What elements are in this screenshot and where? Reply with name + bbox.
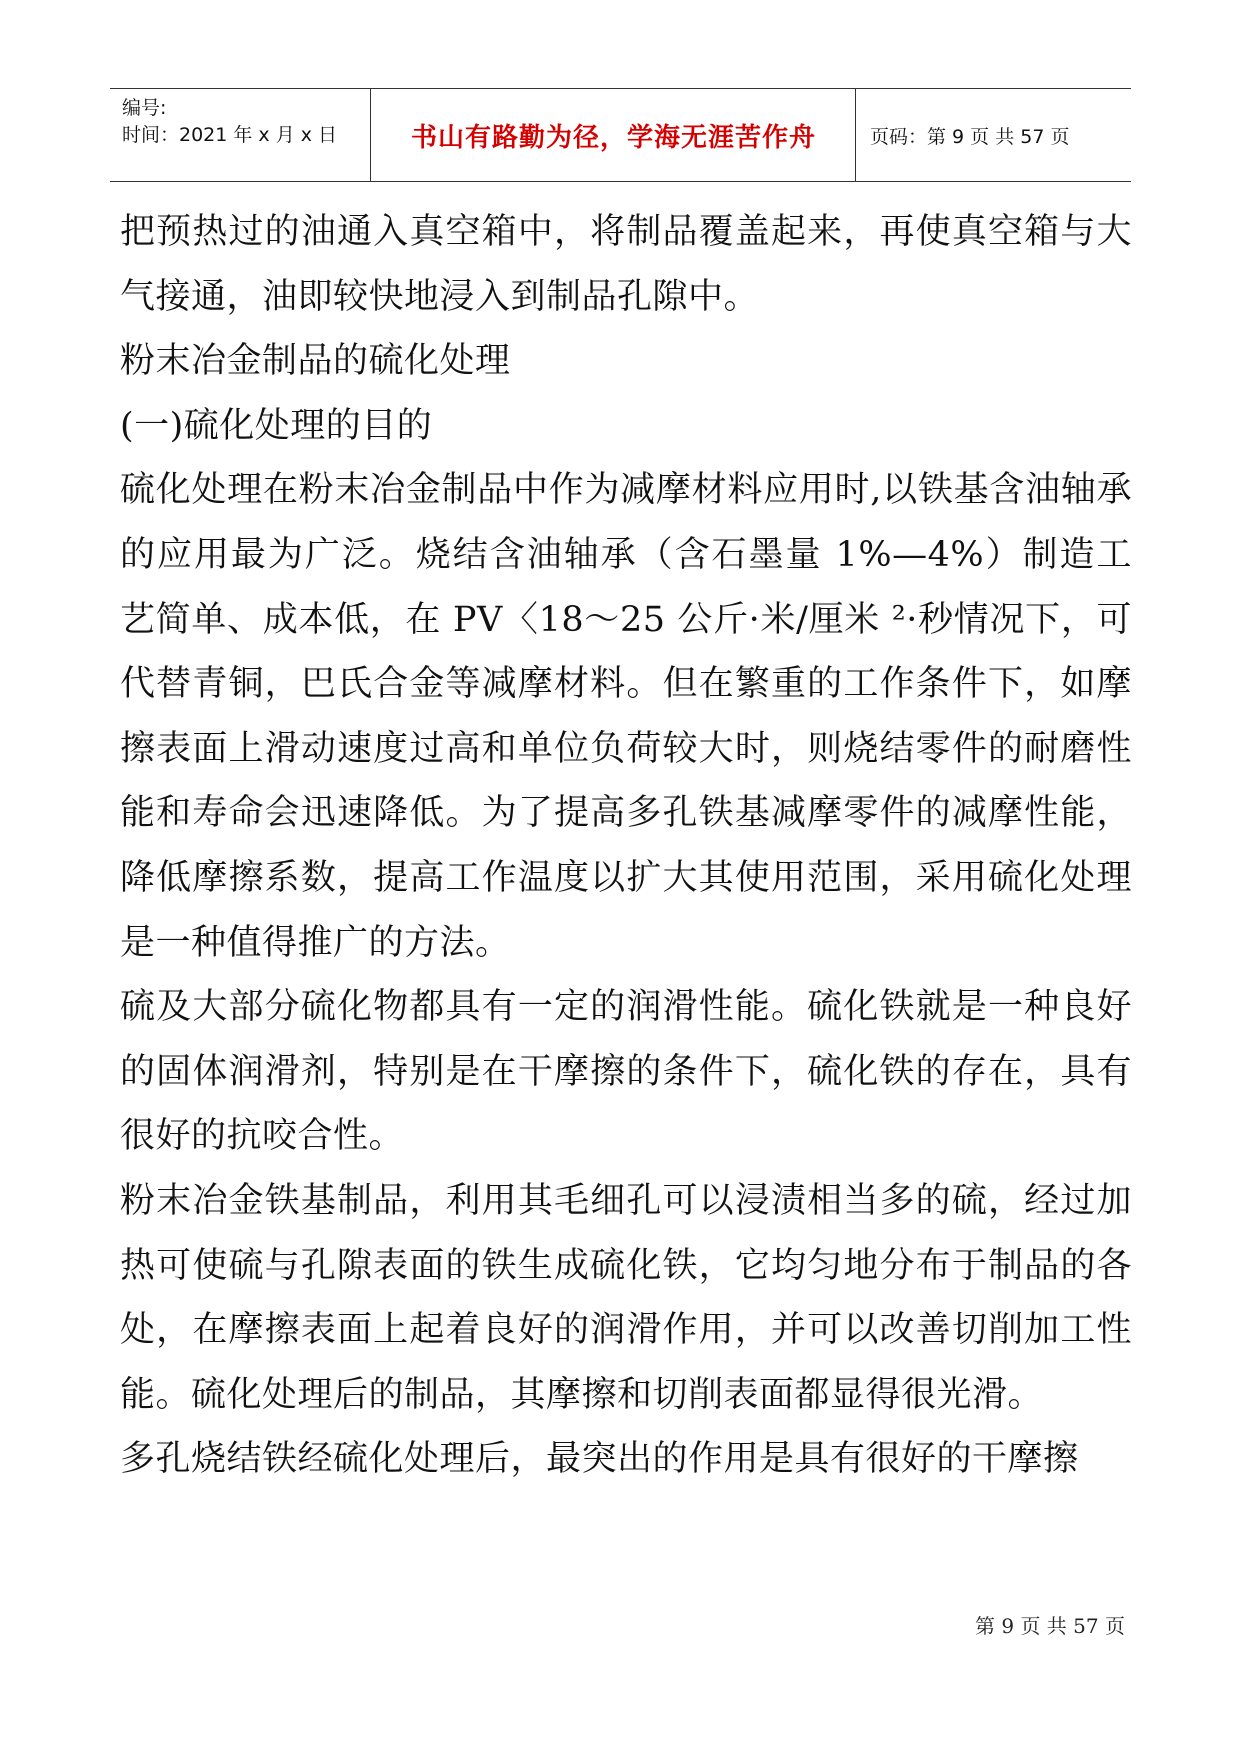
header-divider bbox=[370, 89, 371, 181]
header-number-label: 编号: bbox=[122, 97, 167, 119]
header-page-label: 页码：第 9 页 共 57 页 bbox=[870, 125, 1070, 148]
document-body bbox=[120, 200, 1132, 1492]
section-title: 粉末冶金制品的硫化处理 bbox=[120, 341, 511, 382]
header-motto: 书山有路勤为径，学海无涯苦作舟 bbox=[410, 122, 816, 153]
header-meta bbox=[122, 95, 337, 149]
paragraph: 硫及大部分硫化物都具有一定的润滑性能。硫化铁就是一种良好的固体润滑剂，特别是在干摩擦的条件下，硫化铁的存在，具有很好的抗咬合性。 bbox=[120, 987, 1132, 1157]
header-divider bbox=[855, 89, 856, 181]
subsection-title: (一)硫化处理的目的 bbox=[120, 405, 433, 446]
paragraph: 多孔烧结铁经硫化处理后，最突出的作用是具有很好的干摩擦 bbox=[120, 1439, 1079, 1480]
page-footer: 第 9 页 共 57 页 bbox=[975, 1614, 1125, 1638]
header-time-label: 时间：2021 年 x 月 x 日 bbox=[122, 124, 338, 146]
paragraph: 硫化处理在粉末冶金制品中作为减摩材料应用时,以铁基含油轴承的应用最为广泛。烧结含油轴承（含石墨量 1%—4%）制造工艺简单、成本低，在 PV〈18～25 公斤·米/厘米 ²·秒情况下，可代替青铜，巴氏合金等减摩材料。但在繁重的工作条件下，如摩擦表面上滑动速度过高和单位负荷较大时，则烧结零件的耐磨性能和寿命会迅速降低。为了提高多孔铁基减摩零件的减摩性能，降低摩擦系数，提高工作温度以扩大其使用范围，采用硫化处理是一种值得推广的方法。 bbox=[120, 470, 1132, 963]
paragraph: 粉末冶金铁基制品，利用其毛细孔可以浸渍相当多的硫，经过加热可使硫与孔隙表面的铁生成硫化铁，它均匀地分布于制品的各处，在摩擦表面上起着良好的润滑作用，并可以改善切削加工性能。硫化处理后的制品，其摩擦和切削表面都显得很光滑。 bbox=[120, 1180, 1132, 1415]
page-header bbox=[110, 88, 1131, 182]
paragraph: 把预热过的油通入真空箱中，将制品覆盖起来，再使真空箱与大气接通，油即较快地浸入到制品孔隙中。 bbox=[120, 212, 1132, 317]
